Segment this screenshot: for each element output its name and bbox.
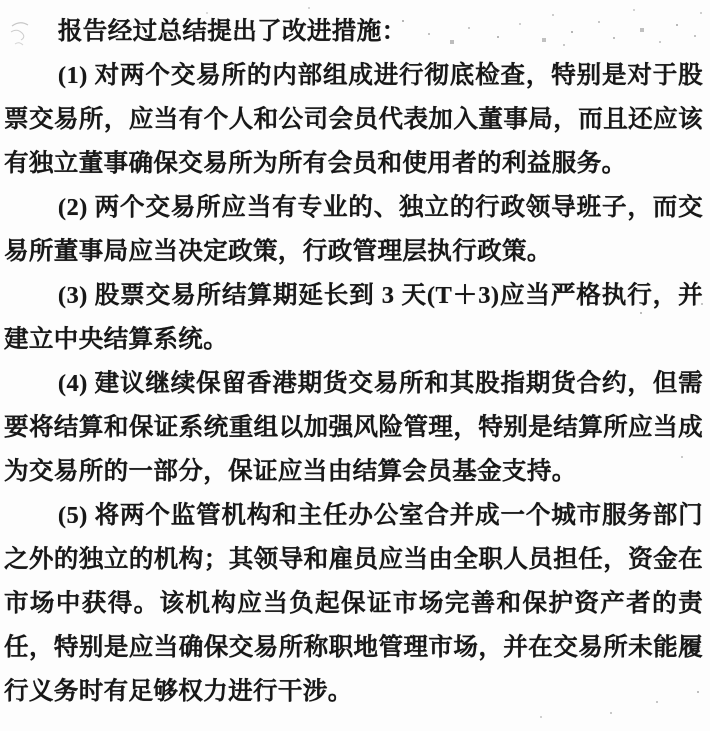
measure-paragraph-3: (3) 股票交易所结算期延长到 3 天(T＋3)应当严格执行，并建立中央结算系统。 xyxy=(4,282,703,353)
scan-noise-speckles xyxy=(0,0,2,2)
measure-paragraph-5: (5) 将两个监管机构和主任办公室合并成一个城市服务部门之外的独立的机构；其领导和雇员应当由全职人员担任，资金在市场中获得。该机构应当负起保证市场完善和保护资产者的责任，特别是应当确保交易所称职地管理市场，并在交易所未能履行义务时有足够权力进行干涉。 xyxy=(4,502,703,705)
measure-paragraph-1: (1) 对两个交易所的内部组成进行彻底检查，特别是对于股票交易所，应当有个人和公司会员代表加入董事局，而且还应该有独立董事确保交易所为所有会员和使用者的利益服务。 xyxy=(4,62,703,177)
measure-paragraph-4: (4) 建议继续保留香港期货交易所和其股指期货合约，但需要将结算和保证系统重组以加强风险管理，特别是结算所应当成为交易所的一部分，保证应当由结算会员基金支持。 xyxy=(4,370,703,485)
measure-paragraph-2: (2) 两个交易所应当有专业的、独立的行政领导班子，而交易所董事局应当决定政策，行政管理层执行政策。 xyxy=(4,194,703,265)
intro-line: 报告经过总结提出了改进措施： xyxy=(57,18,407,45)
text-block xyxy=(4,10,703,714)
